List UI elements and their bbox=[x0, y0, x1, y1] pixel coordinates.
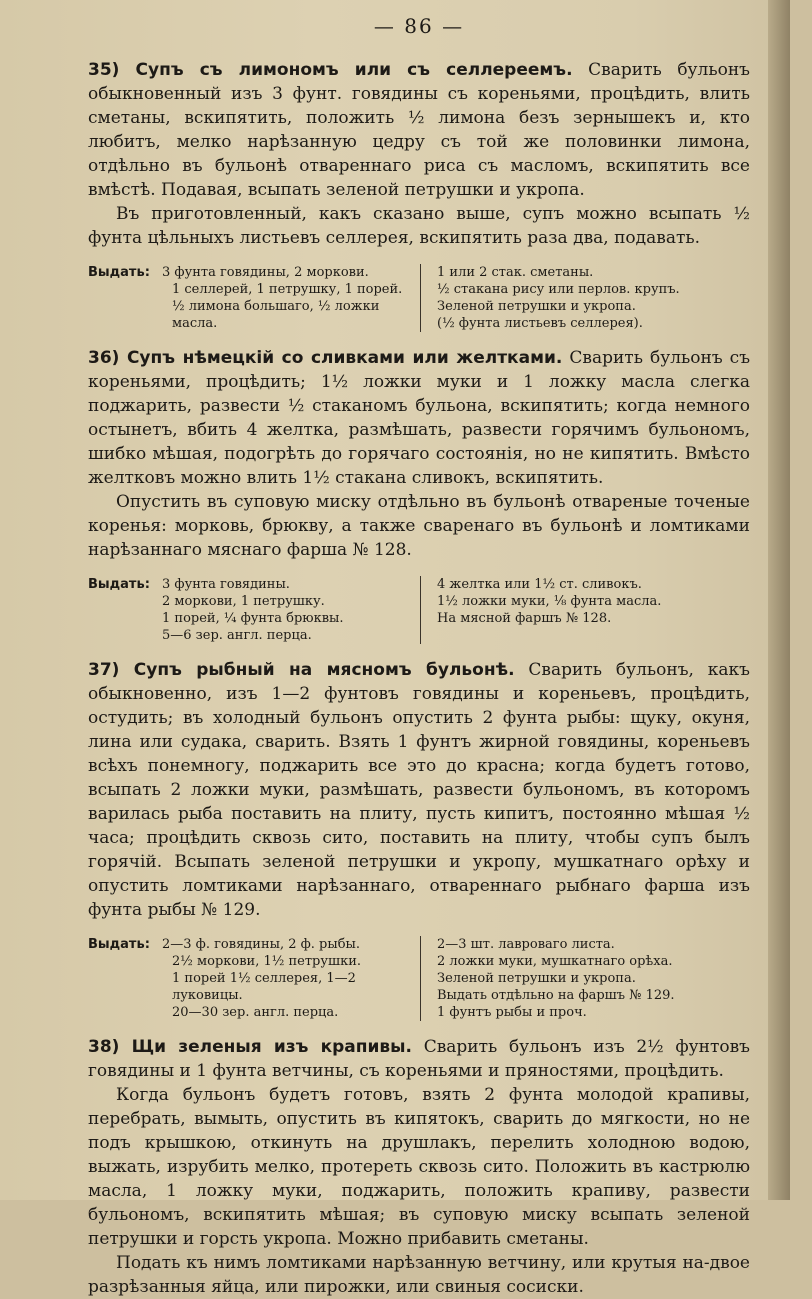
ingredient-line: масла. bbox=[172, 316, 218, 331]
recipe-text: Сварить бульонъ обыкновенный изъ 3 фунт. говядины съ кореньями, процѣдить, влить сметаны, вскипятить, положить ½ лимона безъ зернышекъ и, кто любитъ, мелко нарѣзанную цедру съ той же половинки лимона, отдѣльно въ бульонѣ отвареннаго риса съ масломъ, вскипятить все вмѣстѣ. Подавая, всыпать зеленой петрушки и укропа. bbox=[88, 60, 750, 200]
recipe-title: 36) Супъ нѣмецкій со сливками или желтками. bbox=[88, 348, 563, 368]
issue-label: Выдать: bbox=[88, 577, 150, 592]
ingredient-line: 5—6 зер. англ. перца. bbox=[162, 628, 312, 643]
ingredients-block bbox=[88, 576, 750, 644]
recipe-title: 35) Супъ съ лимономъ или съ селлереемъ. bbox=[88, 60, 573, 80]
ingredient-line: Выдать отдѣльно на фаршъ № 129. bbox=[437, 988, 675, 1003]
ingredient-line: 1½ ложки муки, ⅛ фунта масла. bbox=[437, 594, 662, 609]
ingredient-line: 2½ моркови, 1½ петрушки. bbox=[172, 954, 361, 969]
ingredient-line: ½ лимона большаго, ½ ложки bbox=[172, 299, 380, 314]
recipe-paragraph bbox=[88, 346, 750, 490]
ingredient-line: 1 или 2 стак. сметаны. bbox=[437, 265, 594, 280]
ingredients-col-2 bbox=[421, 264, 680, 332]
recipe-36 bbox=[88, 346, 750, 644]
recipe-paragraph-3: Подать къ нимъ ломтиками нарѣзанную ветчину, или крутыя на-двое разрѣзанныя яйца, или пирожки, или свиныя сосиски. bbox=[88, 1253, 750, 1297]
recipe-title: 37) Супъ рыбный на мясномъ бульонѣ. bbox=[88, 660, 515, 680]
ingredient-line: (½ фунта листьевъ селлерея). bbox=[437, 316, 643, 331]
recipe-paragraph-2: Когда бульонъ будетъ готовъ, взять 2 фунта молодой крапивы, перебрать, вымыть, опустить въ кипятокъ, сварить до мягкости, но не подъ крышкою, откинуть на друшлакъ, перелить холодною водою, выжать, изрубить мелко, протереть сквозь сито. Положить въ кастрюлю масла, 1 ложку муки, поджарить, положить крапиву, развести бульономъ, вскипятить мѣшая; въ суповую миску всыпать зеленой петрушки и горсть укропа. Можно прибавить сметаны. bbox=[88, 1085, 750, 1249]
ingredient-line: Зеленой петрушки и укропа. bbox=[437, 299, 636, 314]
recipe-paragraph bbox=[88, 58, 750, 202]
ingredient-line: 3 фунта говядины. bbox=[162, 577, 290, 592]
recipe-paragraph bbox=[88, 658, 750, 922]
recipe-text: Сварить бульонъ изъ 2½ фунтовъ говядины и 1 фунта ветчины, съ кореньями и пряностями, процѣдить. bbox=[88, 1037, 750, 1081]
ingredients-col-1 bbox=[162, 576, 421, 644]
ingredient-line: 2 ложки муки, мушкатнаго орѣха. bbox=[437, 954, 673, 969]
recipe-text: Сварить бульонъ, какъ обыкновенно, изъ 1—2 фунтовъ говядины и кореньевъ, процѣдить, остудить; въ холодный бульонъ опустить 2 фунта рыбы: щуку, окуня, лина или судака, сварить. Взять 1 фунтъ жирной говядины, кореньевъ всѣхъ понемногу, поджарить все это до красна; когда будетъ готово, всыпать 2 ложки муки, размѣшать, развести бульономъ, въ которомъ варилась рыба поставить на плиту, пусть кипитъ, постоянно мѣшая ½ часа; процѣдить сквозь сито, поставить на плиту, чтобы супъ былъ горячій. Всыпать зеленой петрушки и укропу, мушкатнаго орѣху и опустить ломтиками нарѣзаннаго, отвареннаго рыбнаго фарша изъ фунта рыбы № 129. bbox=[88, 660, 750, 920]
ingredients-block bbox=[88, 264, 750, 332]
ingredient-line: 1 порей, ¼ фунта брюквы. bbox=[162, 611, 344, 626]
recipe-text: Сварить бульонъ съ кореньями, процѣдить; 1½ ложки муки и 1 ложку масла слегка поджарить, развести ½ стаканомъ бульона, вскипятить; когда немного остынетъ, вбить 4 желтка, размѣшать, развести горячимъ бульономъ, шибко мѣшая, подогрѣть до горячаго состоянія, но не кипятить. Вмѣсто желтковъ можно влить 1½ стакана сливокъ, вскипятить. bbox=[88, 348, 751, 488]
ingredients-col-1 bbox=[162, 936, 421, 1021]
ingredient-line: 1 селлерей, 1 петрушку, 1 порей. bbox=[172, 282, 403, 297]
ingredient-line: Зеленой петрушки и укропа. bbox=[437, 971, 636, 986]
ingredient-line: 2 моркови, 1 петрушку. bbox=[162, 594, 325, 609]
page-number: — 86 — bbox=[373, 14, 465, 38]
page-edge bbox=[768, 0, 790, 1200]
ingredient-line: 2—3 ф. говядины, 2 ф. рыбы. bbox=[162, 937, 361, 952]
recipe-paragraph bbox=[88, 1035, 750, 1083]
ingredient-line: 2—3 шт. лавроваго листа. bbox=[437, 937, 615, 952]
ingredient-line: 20—30 зер. англ. перца. bbox=[172, 1005, 339, 1020]
issue-label: Выдать: bbox=[88, 937, 150, 952]
recipe-35 bbox=[88, 58, 750, 332]
recipe-extra: Опустить въ суповую миску отдѣльно въ бульонѣ отвареные точеные коренья: морковь, брюкву, а также сваренаго въ бульонѣ и ломтиками нарѣзаннаго мяснаго фарша № 128. bbox=[88, 492, 750, 560]
recipe-title: 38) Щи зеленыя изъ крапивы. bbox=[88, 1037, 413, 1057]
ingredient-line: 4 желтка или 1½ ст. сливокъ. bbox=[437, 577, 642, 592]
ingredient-line: ½ стакана рису или перлов. крупъ. bbox=[437, 282, 680, 297]
issue-label: Выдать: bbox=[88, 265, 150, 280]
ingredient-line: 1 порей 1½ селлерея, 1—2 луковицы. bbox=[172, 971, 356, 1003]
recipe-38 bbox=[88, 1035, 750, 1299]
recipe-37 bbox=[88, 658, 750, 1021]
ingredients-col-2 bbox=[421, 936, 675, 1021]
recipe-extra: Въ приготовленный, какъ сказано выше, супъ можно всыпать ½ фунта цѣльныхъ листьевъ селлерея, вскипятить раза два, подавать. bbox=[88, 204, 750, 248]
ingredients-col-2 bbox=[421, 576, 661, 644]
ingredients-col-1 bbox=[162, 264, 421, 332]
ingredient-line: 3 фунта говядины, 2 моркови. bbox=[162, 265, 369, 280]
ingredients-block bbox=[88, 936, 750, 1021]
ingredient-line: На мясной фаршъ № 128. bbox=[437, 611, 612, 626]
ingredient-line: 1 фунтъ рыбы и проч. bbox=[437, 1005, 587, 1020]
